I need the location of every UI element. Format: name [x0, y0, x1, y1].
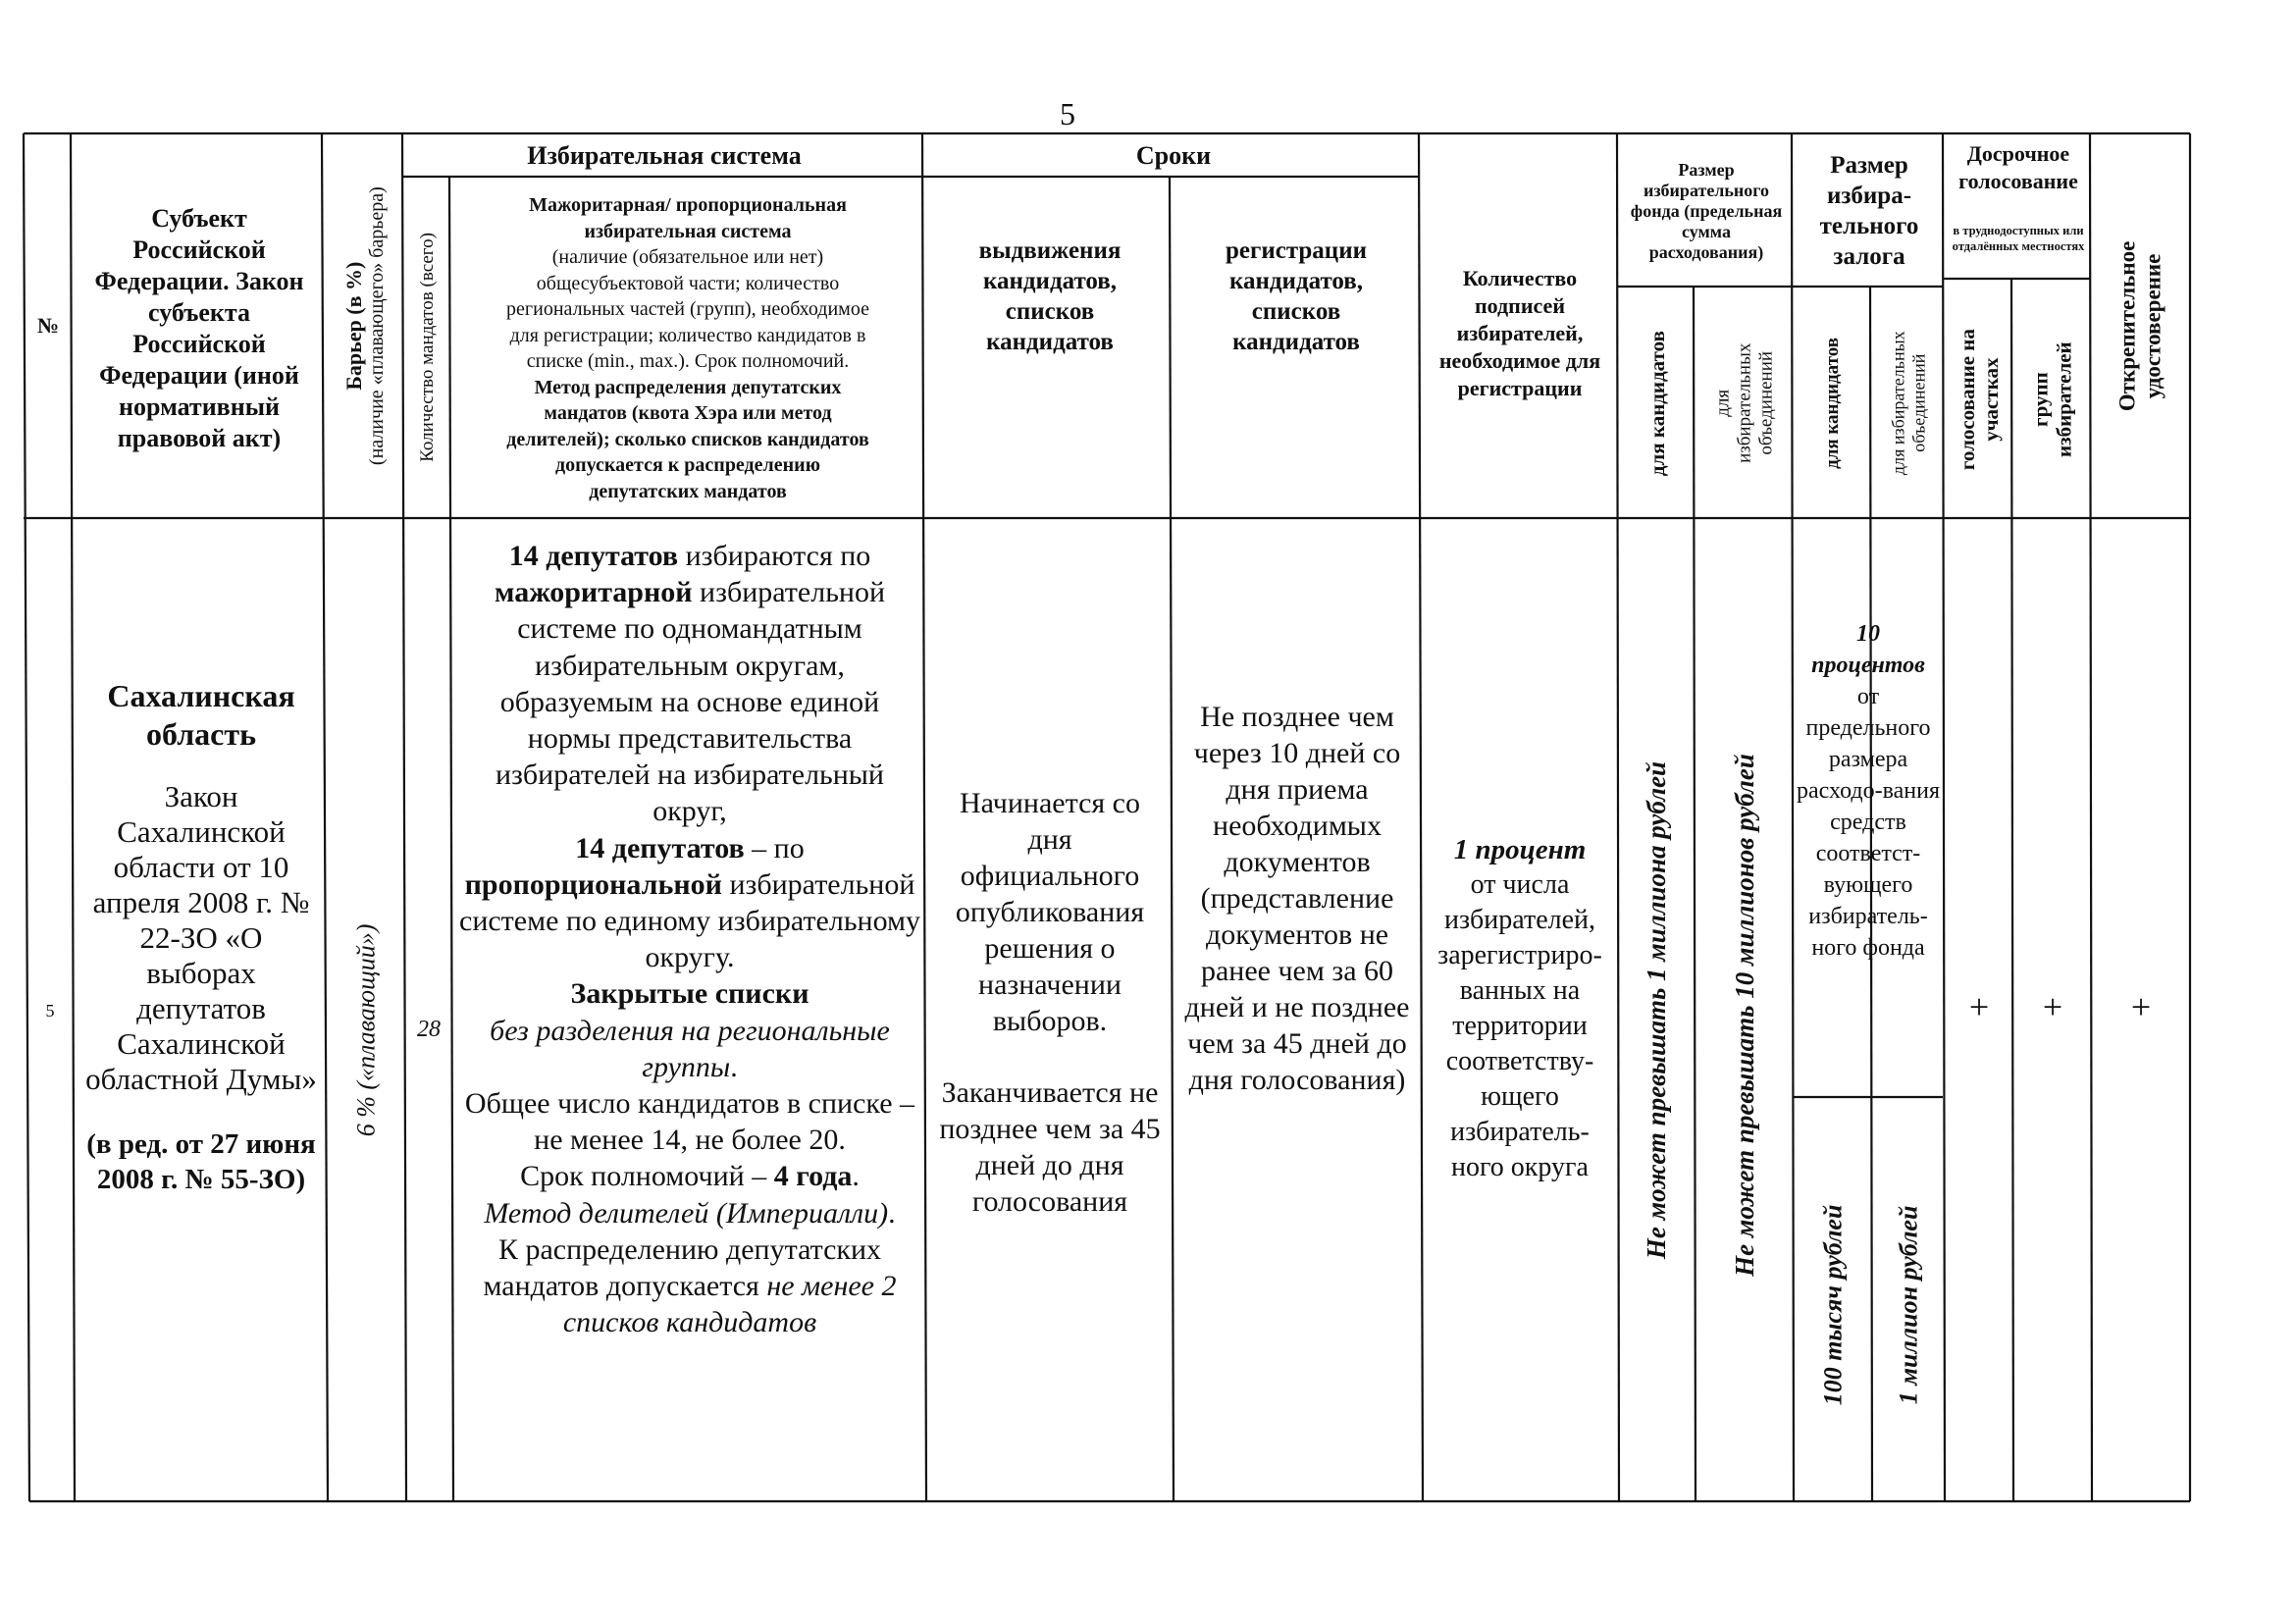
header-deposit-candidates: для кандидатов	[1822, 338, 1844, 469]
header-fund-associations: для избирательных объединений	[1712, 342, 1776, 464]
header-terms: Сроки	[1135, 141, 1212, 170]
header-deposit-size: Размер избира-тельного залога	[1819, 152, 1919, 270]
row-deposit-candidates: 100 тысяч рублей	[1818, 1204, 1848, 1406]
header-early-remote: в труднодоступных или отдалённых местностях	[1952, 224, 2085, 253]
page-number: 5	[1060, 96, 1075, 131]
subject-law: Закон Сахалинской области от 10 апреля 2008 г. № 22-ЗО «О выборах депутатов Сахалинской областной Думы»	[85, 779, 317, 1096]
row-early-stations: +	[1968, 987, 1990, 1026]
row-mandates: 28	[417, 1016, 441, 1042]
row-fund-associations: Не может превышать 10 миллионов рублей	[1729, 754, 1759, 1278]
row-deposit-percent: 10 процентов от предельного размера расходо-вания средств соответст-вующего избиратель-ного фонда	[1797, 621, 1940, 961]
header-nomination: выдвижения кандидатов, списков кандидатов	[978, 237, 1122, 355]
row-electoral-system: 14 депутатов избираются по мажоритарной избирательной системе по одномандатным избирательным округам, образуемым на основе единой нормы представительства избирателей на избирательный округ, 14 депутатов – по пропорциональной избирательной системе по единому избирательному округу. Закрытые списки без разделения на региональные группы. Общее число кандидатов в списке – не менее 14, не более 20. Срок полномочий – 4 года. Метод делителей (Империалли). К распределению депутатских мандатов допускается не менее 2 списков кандидатов	[459, 540, 920, 1339]
row-nomination	[928, 785, 1172, 1246]
header-early-stations: голосование на участках	[1955, 328, 2003, 471]
header-early-voting: Досрочное голосование	[1958, 141, 2078, 193]
row-deposit-associations: 1 миллион рублей	[1894, 1205, 1923, 1405]
row-early-groups: +	[2042, 987, 2063, 1026]
row-signatures: 1 процент от числа избирателей, зарегистриро-ванных на территории соответству-ющего избиратель-ного округа	[1437, 834, 1602, 1182]
header-fund-size: Размер избирательного фонда (предельная сумма расходования)	[1630, 159, 1783, 262]
header-num: №	[36, 313, 60, 338]
subject-name: Сахалинская область	[107, 678, 295, 752]
row-subject	[77, 677, 326, 1305]
subject-law-edition: (в ред. от 27 июня 2008 г. № 55-ЗО)	[86, 1128, 316, 1195]
header-barrier: Барьер (в %) (наличие «плавающего» барьера)	[340, 186, 389, 465]
row-registration: Не позднее чем через 10 дней со дня приема необходимых документов (представление документов не ранее чем за 60 дней и не позднее чем за 45 дней до дня голосования)	[1184, 701, 1410, 1096]
header-registration: регистрации кандидатов, списков кандидатов	[1225, 237, 1368, 355]
nomination-end: Заканчивается не позднее чем за 45 дней до дня голосования	[939, 1076, 1161, 1218]
header-absentee: Открепительное удостоверение	[2114, 240, 2166, 411]
header-early-groups: групп избирателей	[2028, 341, 2076, 457]
nomination-start: Начинается со дня официального опубликования решения о назначении выборов.	[955, 787, 1145, 1037]
row-num: 5	[45, 1000, 55, 1021]
header-mandates: Количество мандатов (всего)	[417, 233, 439, 462]
header-fund-candidates: для кандидатов	[1644, 330, 1669, 477]
row-barrier: 6 % («плавающий»)	[351, 923, 381, 1137]
header-system-description: Мажоритарная/ пропорциональная избирательная система (наличие (обязательное или нет) общесубъектовой части; количество региональных частей (групп), необходимое для регистрации; количество кандидатов в списке (min., max.). Срок полномочий. Метод распределения депутатских мандатов (квота Хэра или метод делителей); сколько списков кандидатов допускается к распределению депутатских мандатов	[506, 194, 869, 502]
row-fund-candidates: Не может превышать 1 миллиона рублей	[1642, 761, 1672, 1260]
header-deposit-associations: для избирательных объединений	[1888, 331, 1929, 476]
header-signatures: Количество подписей избирателей, необходимое для регистрации	[1438, 266, 1601, 400]
header-electoral-system: Избирательная система	[527, 141, 802, 170]
row-absentee: +	[2130, 987, 2152, 1026]
header-subject: Субъект Российской Федерации. Закон субъекта Российской Федерации (иной нормативный правовой акт)	[94, 204, 304, 452]
